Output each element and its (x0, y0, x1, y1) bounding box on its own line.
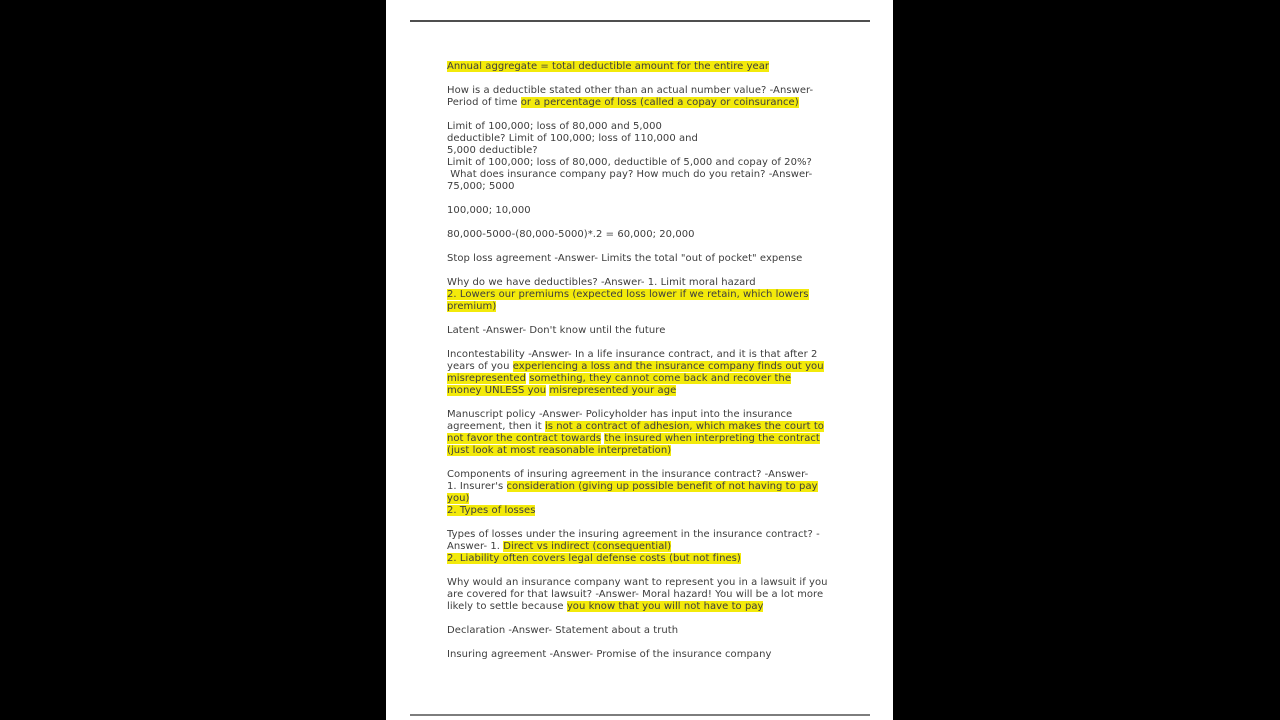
paragraph (447, 121, 887, 193)
paragraph (447, 325, 887, 337)
text-run: Why do we have deductibles? -Answer- 1. Limit moral hazard (447, 277, 756, 288)
text-run: Incontestability -Answer- In a life insurance contract, and it is that after 2 (447, 349, 818, 360)
text-run: Period of time (447, 97, 521, 108)
highlighted-text: experiencing a loss and the insurance company finds out you (512, 361, 824, 372)
highlighted-text: something, they cannot come back and recover the (529, 373, 792, 384)
text-run: Insuring agreement -Answer- Promise of the insurance company (447, 649, 772, 660)
text-run: Latent -Answer- Don't know until the future (447, 325, 666, 336)
highlighted-text: (just look at most reasonable interpretation) (447, 445, 672, 456)
paragraph (447, 529, 887, 565)
text-run: How is a deductible stated other than an actual number value? -Answer- (447, 85, 814, 96)
bottom-horizontal-rule (410, 714, 870, 716)
text-run: 100,000; 10,000 (447, 205, 531, 216)
highlighted-text: the insured when interpreting the contract (604, 433, 820, 444)
highlighted-text: you) (447, 493, 470, 504)
text-run: 75,000; 5000 (447, 181, 515, 192)
highlighted-text: 2. Lowers our premiums (expected loss lower if we retain, which lowers (447, 289, 809, 300)
text-run: years of you (447, 361, 513, 372)
text-run: are covered for that lawsuit? -Answer- Moral hazard! You will be a lot more (447, 589, 824, 600)
text-run: What does insurance company pay? How much do you retain? -Answer- (447, 169, 813, 180)
highlighted-text: is not a contract of adhesion, which makes the court to (544, 421, 824, 432)
text-run: Why would an insurance company want to represent you in a lawsuit if you (447, 577, 828, 588)
highlighted-text: not favor the contract towards (447, 433, 602, 444)
paragraph (447, 229, 887, 241)
paragraph (447, 625, 887, 637)
paragraph (447, 349, 887, 397)
highlighted-text: consideration (giving up possible benefit of not having to pay (506, 481, 818, 492)
paragraph (447, 469, 887, 517)
highlighted-text: 2. Liability often covers legal defense costs (but not fines) (447, 553, 741, 564)
highlighted-text: you know that you will not have to pay (566, 601, 764, 612)
highlighted-text: 2. Types of losses (447, 505, 536, 516)
highlighted-text: misrepresented (447, 373, 526, 384)
text-run: Answer- 1. (447, 541, 504, 552)
paragraph (447, 205, 887, 217)
text-run: Components of insuring agreement in the insurance contract? -Answer- (447, 469, 809, 480)
paragraph (447, 649, 887, 661)
text-run: Limit of 100,000; loss of 80,000, deductible of 5,000 and copay of 20%? (447, 157, 812, 168)
text-run: Limit of 100,000; loss of 80,000 and 5,000 (447, 121, 662, 132)
highlighted-text: Annual aggregate = total deductible amount for the entire year (447, 61, 770, 72)
text-run: Stop loss agreement -Answer- Limits the total "out of pocket" expense (447, 253, 803, 264)
highlighted-text: misrepresented your age (549, 385, 677, 396)
highlighted-text: money UNLESS you (447, 385, 547, 396)
paragraph (447, 61, 887, 73)
text-run: 5,000 deductible? (447, 145, 538, 156)
text-run: deductible? Limit of 100,000; loss of 110,000 and (447, 133, 698, 144)
paragraph (447, 277, 887, 313)
paragraph (447, 409, 887, 457)
highlighted-text: Direct vs indirect (consequential) (503, 541, 672, 552)
text-run: agreement, then it (447, 421, 545, 432)
text-run: 80,000-5000-(80,000-5000)*.2 = 60,000; 20,000 (447, 229, 695, 240)
text-run: likely to settle because (447, 601, 567, 612)
text-run: Types of losses under the insuring agreement in the insurance contract? - (447, 529, 820, 540)
document-text (447, 61, 887, 673)
highlighted-text: or a percentage of loss (called a copay or coinsurance) (520, 97, 799, 108)
text-run: 1. Insurer's (447, 481, 507, 492)
paragraph (447, 577, 887, 613)
paragraph (447, 85, 887, 109)
text-run: Manuscript policy -Answer- Policyholder has input into the insurance (447, 409, 793, 420)
top-horizontal-rule (410, 20, 870, 22)
paragraph (447, 253, 887, 265)
document-page (386, 0, 893, 720)
highlighted-text: premium) (447, 301, 497, 312)
text-run: Declaration -Answer- Statement about a truth (447, 625, 679, 636)
